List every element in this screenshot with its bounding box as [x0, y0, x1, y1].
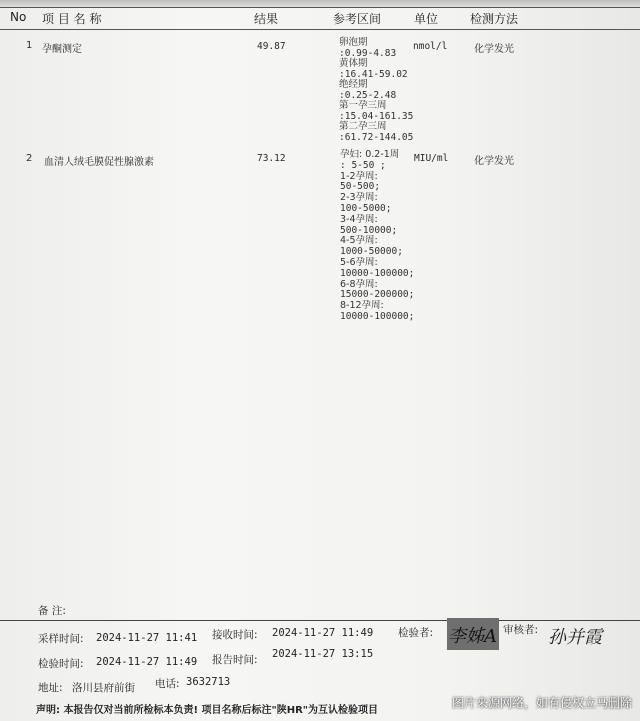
row-2-ref-line: 10000-100000;: [340, 267, 415, 279]
reviewer-label: 审核者:: [503, 624, 539, 636]
phone: 3632713: [186, 676, 231, 688]
row-1-result: 49.87: [257, 41, 286, 52]
row-1-ref-line: :0.25-2.48: [339, 89, 397, 101]
row-2-ref-line: 500-10000;: [340, 224, 398, 236]
header-unit: 单位: [414, 12, 439, 26]
row-2-name: 血清人绒毛膜促性腺激素: [44, 157, 154, 168]
row-2-ref-line: : 5-50 ;: [340, 159, 386, 171]
row-2-ref-line: 3-4孕周:: [340, 213, 378, 225]
collect-time-label: 采样时间:: [38, 633, 84, 645]
row-2-method: 化学发光: [474, 156, 514, 167]
phone-label: 电话:: [155, 678, 180, 690]
row-1-reference: [339, 38, 413, 143]
row-2-ref-line: 6-8孕周:: [340, 278, 378, 290]
row-2-ref-line: 4-5孕周:: [340, 235, 378, 247]
report-time-label: 报告时间:: [212, 654, 258, 666]
header-no: No: [10, 10, 27, 24]
row-2-ref-line: 50-500;: [340, 181, 381, 193]
reviewer-signature: 孙并霞: [548, 627, 602, 648]
inspector-signature: 李姊A: [448, 626, 497, 647]
header-result: 结果: [254, 12, 279, 26]
footer-top-line: [0, 620, 640, 621]
collect-time: 2024-11-27 11:41: [96, 632, 198, 644]
statement: 声明: 本报告仅对当前所检标本负责! 项目名称后标注"陕HR"为互认检验项目: [36, 705, 379, 716]
row-2-no: 2: [26, 153, 33, 164]
row-2-ref-line: 1000-50000;: [340, 246, 403, 258]
header-item-name: 项 目 名 称: [42, 12, 102, 26]
row-1-unit: nmol/l: [413, 41, 448, 52]
row-2-reference: [340, 150, 414, 323]
row-1-ref-line: :61.72-144.05: [339, 131, 414, 143]
row-2-ref-line: 8-12孕周:: [340, 300, 384, 312]
row-2-result: 73.12: [257, 153, 286, 164]
row-2-ref-line: 孕妇: 0.2-1周: [340, 149, 400, 160]
remark-label: 备 注:: [38, 605, 66, 617]
row-1-no: 1: [26, 40, 33, 51]
header-bottom-line: [0, 29, 640, 30]
row-1-ref-line: 第一孕三周: [339, 100, 387, 111]
row-1-ref-line: :15.04-161.35: [339, 110, 414, 122]
row-2-ref-line: 10000-100000;: [340, 310, 415, 322]
row-2-unit: MIU/ml: [414, 153, 449, 164]
row-1-ref-line: :16.41-59.02: [339, 68, 408, 80]
address-label: 地址:: [38, 682, 63, 694]
watermark: 图片来源网络，如有侵权立马删除: [451, 696, 632, 710]
header-method: 检测方法: [470, 12, 519, 26]
row-2-ref-line: 100-5000;: [340, 202, 392, 214]
receive-time: 2024-11-27 11:49: [272, 627, 374, 639]
inspector-label: 检验者:: [398, 627, 434, 639]
header-top-line: [0, 7, 640, 8]
receive-time-label: 接收时间:: [212, 629, 258, 641]
row-2-ref-line: 2-3孕周:: [340, 192, 378, 204]
address: 洛川县府前街: [72, 682, 135, 694]
row-1-ref-line: :0.99-4.83: [339, 47, 397, 59]
row-1-ref-line: 卵泡期: [339, 37, 368, 48]
test-time-label: 检验时间:: [38, 658, 84, 670]
report-time: 2024-11-27 13:15: [272, 648, 374, 660]
row-1-name: 孕酮测定: [42, 44, 82, 55]
row-2-ref-line: 1-2孕周:: [340, 170, 378, 182]
header-reference: 参考区间: [333, 12, 382, 26]
row-2-ref-line: 15000-200000;: [340, 289, 415, 301]
row-1-ref-line: 绝经期: [339, 79, 368, 90]
row-1-method: 化学发光: [474, 44, 514, 55]
row-2-ref-line: 5-6孕周:: [340, 256, 378, 268]
test-time: 2024-11-27 11:49: [96, 656, 198, 668]
row-1-ref-line: 第二孕三周: [339, 121, 387, 132]
row-1-ref-line: 黄体期: [339, 58, 368, 69]
